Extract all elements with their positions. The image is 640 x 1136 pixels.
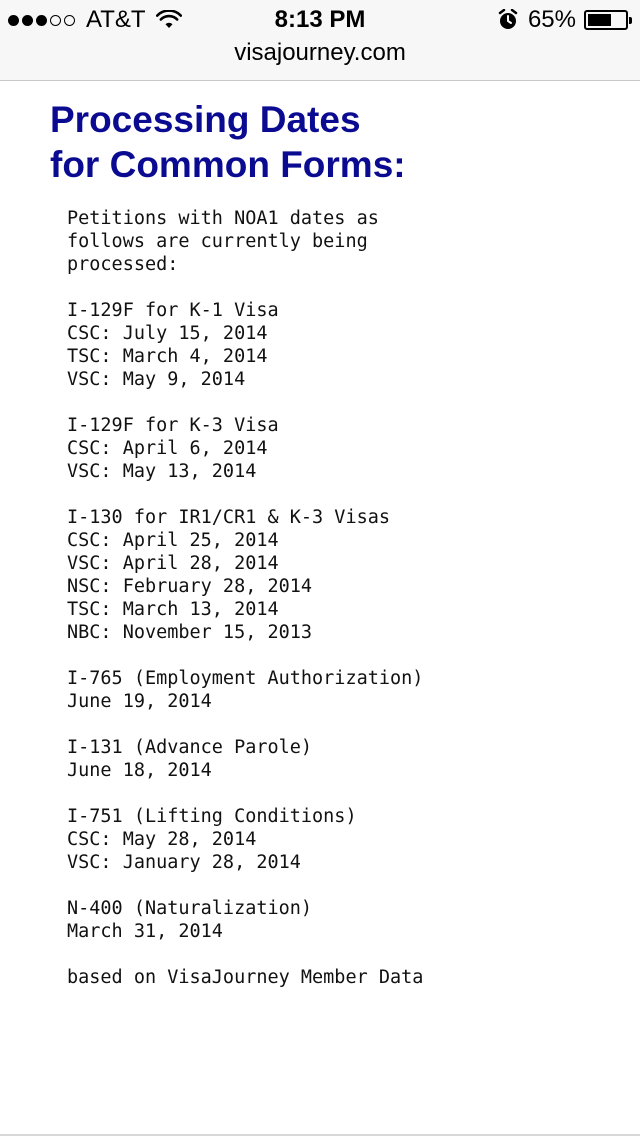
form-heading: I-129F for K-1 Visa (67, 300, 279, 321)
processing-date-line: CSC: May 28, 2014 (67, 829, 257, 850)
page-title (50, 97, 406, 187)
form-heading: I-130 for IR1/CR1 & K-3 Visas (67, 507, 391, 528)
processing-date-line: March 31, 2014 (67, 921, 223, 942)
processing-date-line: June 18, 2014 (67, 760, 212, 781)
section-spacer (67, 943, 627, 966)
intro-line: follows are currently being (67, 231, 368, 252)
status-right (498, 6, 628, 34)
processing-date-line: CSC: April 25, 2014 (67, 530, 279, 551)
processing-date-line: CSC: July 15, 2014 (67, 323, 268, 344)
page-content (0, 81, 640, 1136)
processing-date-line: TSC: March 13, 2014 (67, 599, 279, 620)
form-heading: N-400 (Naturalization) (67, 898, 313, 919)
section-spacer (67, 391, 627, 414)
processing-date-line: VSC: May 13, 2014 (67, 461, 257, 482)
battery-icon (584, 10, 628, 30)
processing-date-line: TSC: March 4, 2014 (67, 346, 268, 367)
carrier-name: AT&T (86, 6, 146, 33)
processing-date-line: VSC: January 28, 2014 (67, 852, 301, 873)
form-heading: I-751 (Lifting Conditions) (67, 806, 357, 827)
address-bar[interactable] (0, 40, 640, 81)
processing-date-line: NSC: February 28, 2014 (67, 576, 313, 597)
page-title-line-1: Processing Dates (50, 99, 361, 140)
battery-tip (629, 17, 632, 24)
section-spacer (67, 644, 627, 667)
url-text[interactable]: visajourney.com (234, 39, 406, 66)
processing-date-line: June 19, 2014 (67, 691, 212, 712)
form-heading: I-129F for K-3 Visa (67, 415, 279, 436)
processing-dates-text (67, 207, 627, 989)
processing-date-line: CSC: April 6, 2014 (67, 438, 268, 459)
section-spacer (67, 483, 627, 506)
form-heading: I-131 (Advance Parole) (67, 737, 313, 758)
section-spacer (67, 276, 627, 299)
footer-note: based on VisaJourney Member Data (67, 967, 424, 988)
section-spacer (67, 782, 627, 805)
processing-date-line: NBC: November 15, 2013 (67, 622, 313, 643)
intro-line: Petitions with NOA1 dates as (67, 208, 379, 229)
battery-level-fill (588, 14, 611, 26)
status-time: 8:13 PM (274, 6, 366, 33)
page-title-line-2: for Common Forms: (50, 144, 406, 185)
processing-date-line: VSC: May 9, 2014 (67, 369, 246, 390)
battery-percentage: 65% (527, 6, 576, 33)
alarm-clock-icon (498, 9, 518, 31)
intro-line: processed: (67, 254, 179, 275)
section-spacer (67, 874, 627, 897)
form-heading: I-765 (Employment Authorization) (67, 668, 424, 689)
section-spacer (67, 713, 627, 736)
processing-date-line: VSC: April 28, 2014 (67, 553, 279, 574)
status-bar (0, 0, 640, 40)
